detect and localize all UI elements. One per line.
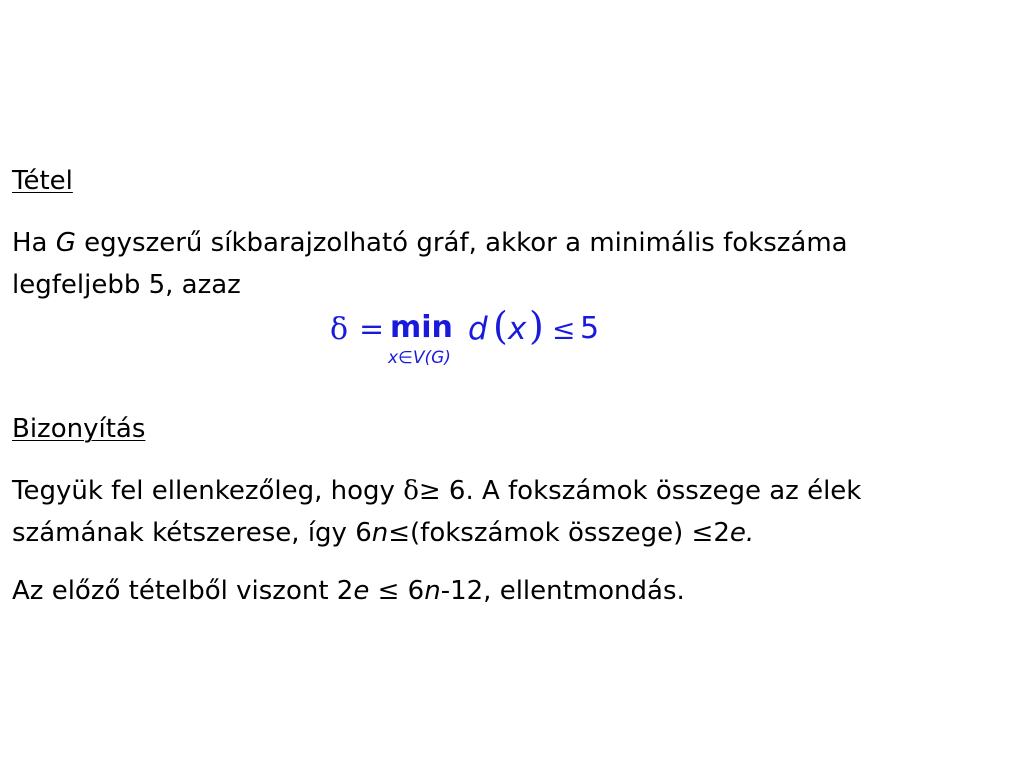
proof-text: Az előző tételből viszont 2 [12,576,354,606]
proof-text: 6. A fokszámok összege az élek [440,476,862,506]
formula-right-paren: ) [529,304,544,348]
formula-subscript: x∈V(G) [388,348,451,368]
proof-text: számának kétszerese, így 6 [12,518,372,548]
theorem-text-pre: Ha [12,228,56,258]
formula-min: min [390,310,453,345]
theorem-heading: Tétel [12,166,73,196]
min-degree-formula [330,306,630,376]
formula-x: x [508,311,527,347]
leq-symbol: ≤ [691,518,714,548]
formula-five: 5 [580,311,600,346]
proof-text [369,576,377,606]
proof-paragraph-2 [12,574,1012,608]
var-e: e. [729,518,755,548]
var-e: e [353,576,370,606]
formula-left-paren: ( [493,304,508,348]
formula-delta: δ [330,312,349,347]
var-n: n [424,576,441,606]
proof-heading: Bizonyítás [12,414,146,444]
proof-paragraph-1-line-1 [12,474,1012,508]
leq-symbol: ≤ [377,576,400,606]
formula-equals: = [359,312,385,347]
formula-leq: ≤ [552,313,576,346]
geq-symbol: ≥ [418,476,441,506]
proof-text: Tegyük fel ellenkezőleg, hogy [12,476,404,506]
formula-d: d [468,311,488,347]
leq-symbol: ≤ [388,518,411,548]
proof-text: -12, ellentmondás. [440,576,685,606]
proof-text: 2 [713,518,730,548]
theorem-statement-line-2: legfeljebb 5, azaz [12,270,241,300]
delta-symbol: δ [403,476,419,506]
proof-text: (fokszámok összege) [410,518,692,548]
graph-variable: G [55,228,76,258]
proof-paragraph-1-line-2 [12,516,1012,550]
var-n: n [371,518,389,548]
proof-text: 6 [399,576,425,606]
theorem-text-post: egyszerű síkbarajzolható gráf, akkor a minimális fokszáma [75,228,848,258]
theorem-statement-line-1 [12,226,1012,260]
